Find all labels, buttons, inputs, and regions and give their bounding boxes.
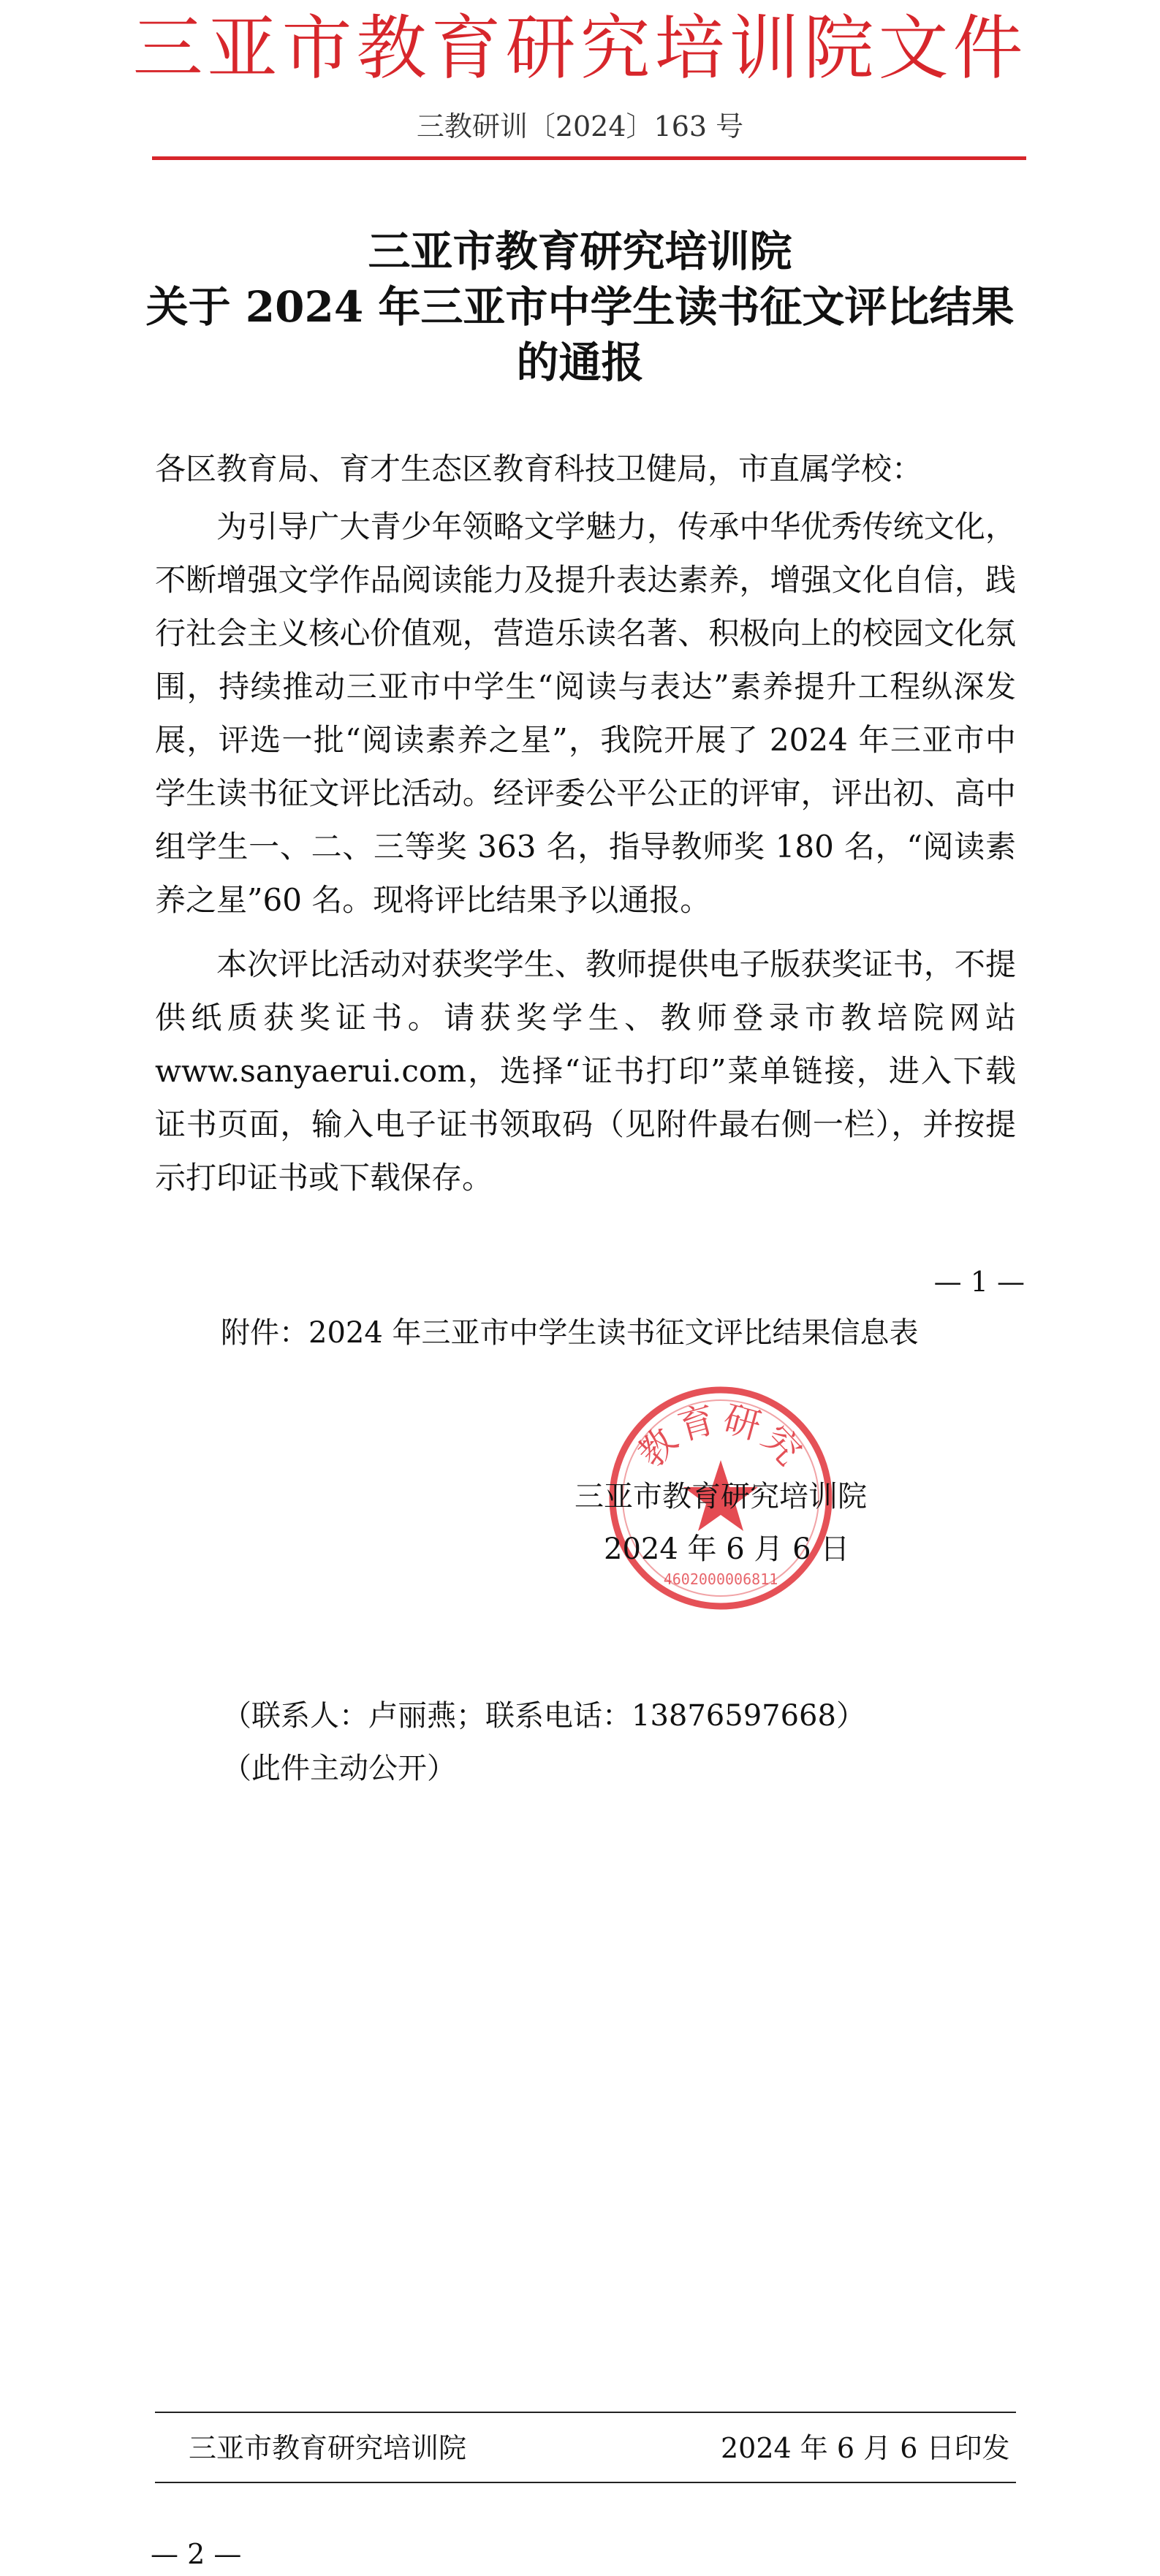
footer-issuer: 三亚市教育研究培训院 xyxy=(189,2432,467,2464)
notice-title-line-2: 关于 2024 年三亚市中学生读书征文评比结果 xyxy=(145,282,1015,332)
seal-arc-text: 教育研究 xyxy=(629,1397,812,1475)
page-number-2: — 2 — xyxy=(151,2538,242,2570)
footer-issued-date: 2024 年 6 月 6 日印发 xyxy=(721,2432,1010,2464)
salutation: 各区教育局、育才生态区教育科技卫健局，市直属学校： xyxy=(155,451,923,487)
document-number: 三教研训〔2024〕163 号 xyxy=(416,110,744,143)
publicity-note: （此件主动公开） xyxy=(222,1752,456,1785)
header-divider xyxy=(152,156,1026,160)
issuer-signature: 三亚市教育研究培训院 xyxy=(575,1480,867,1513)
attachment-note: 附件：2024 年三亚市中学生读书征文评比结果信息表 xyxy=(221,1316,919,1350)
body-paragraph-1: 为引导广大青少年领略文学魅力，传承中华优秀传统文化，不断增强文学作品阅读能力及提升表达素养，增强文化自信，践行社会主义核心价值观，营造乐读名著、积极向上的校园文化氛围，持续推动三亚市中学生“阅读与表达”素养提升工程纵深发展，评选一批“阅读素养之星”，我院开展了 2024 年三亚市中学生读书征文评比活动。经评委公平公正的评审，评出初、高中组学生一、二、三等奖 363 名，指导教师奖 180 名，“阅读素养之星”60 名。现将评比结果予以通报。 xyxy=(155,509,1016,918)
seal-serial-number: 4602000006811 xyxy=(663,1570,778,1588)
document-header-title: 三亚市教育研究培训院文件 xyxy=(132,7,1028,89)
notice-title-line-1: 三亚市教育研究培训院 xyxy=(368,227,792,276)
footer-bottom-rule xyxy=(155,2482,1016,2483)
footer-top-rule xyxy=(155,2412,1016,2413)
page-number-1: — 1 — xyxy=(933,1266,1025,1298)
body-paragraph-2: 本次评比活动对获奖学生、教师提供电子版获奖证书，不提供纸质获奖证书。请获奖学生、教师登录市教培院网站 www.sanyaerui.com，选择“证书打印”菜单链接，进入下载证书页面，输入电子证书领取码（见附件最右侧一栏），并按提示打印证书或下载保存。 xyxy=(155,946,1016,1196)
notice-title-line-3: 的通报 xyxy=(516,338,644,387)
issue-date: 2024 年 6 月 6 日 xyxy=(604,1532,850,1566)
contact-info: （联系人：卢丽燕；联系电话：13876597668） xyxy=(222,1699,865,1733)
